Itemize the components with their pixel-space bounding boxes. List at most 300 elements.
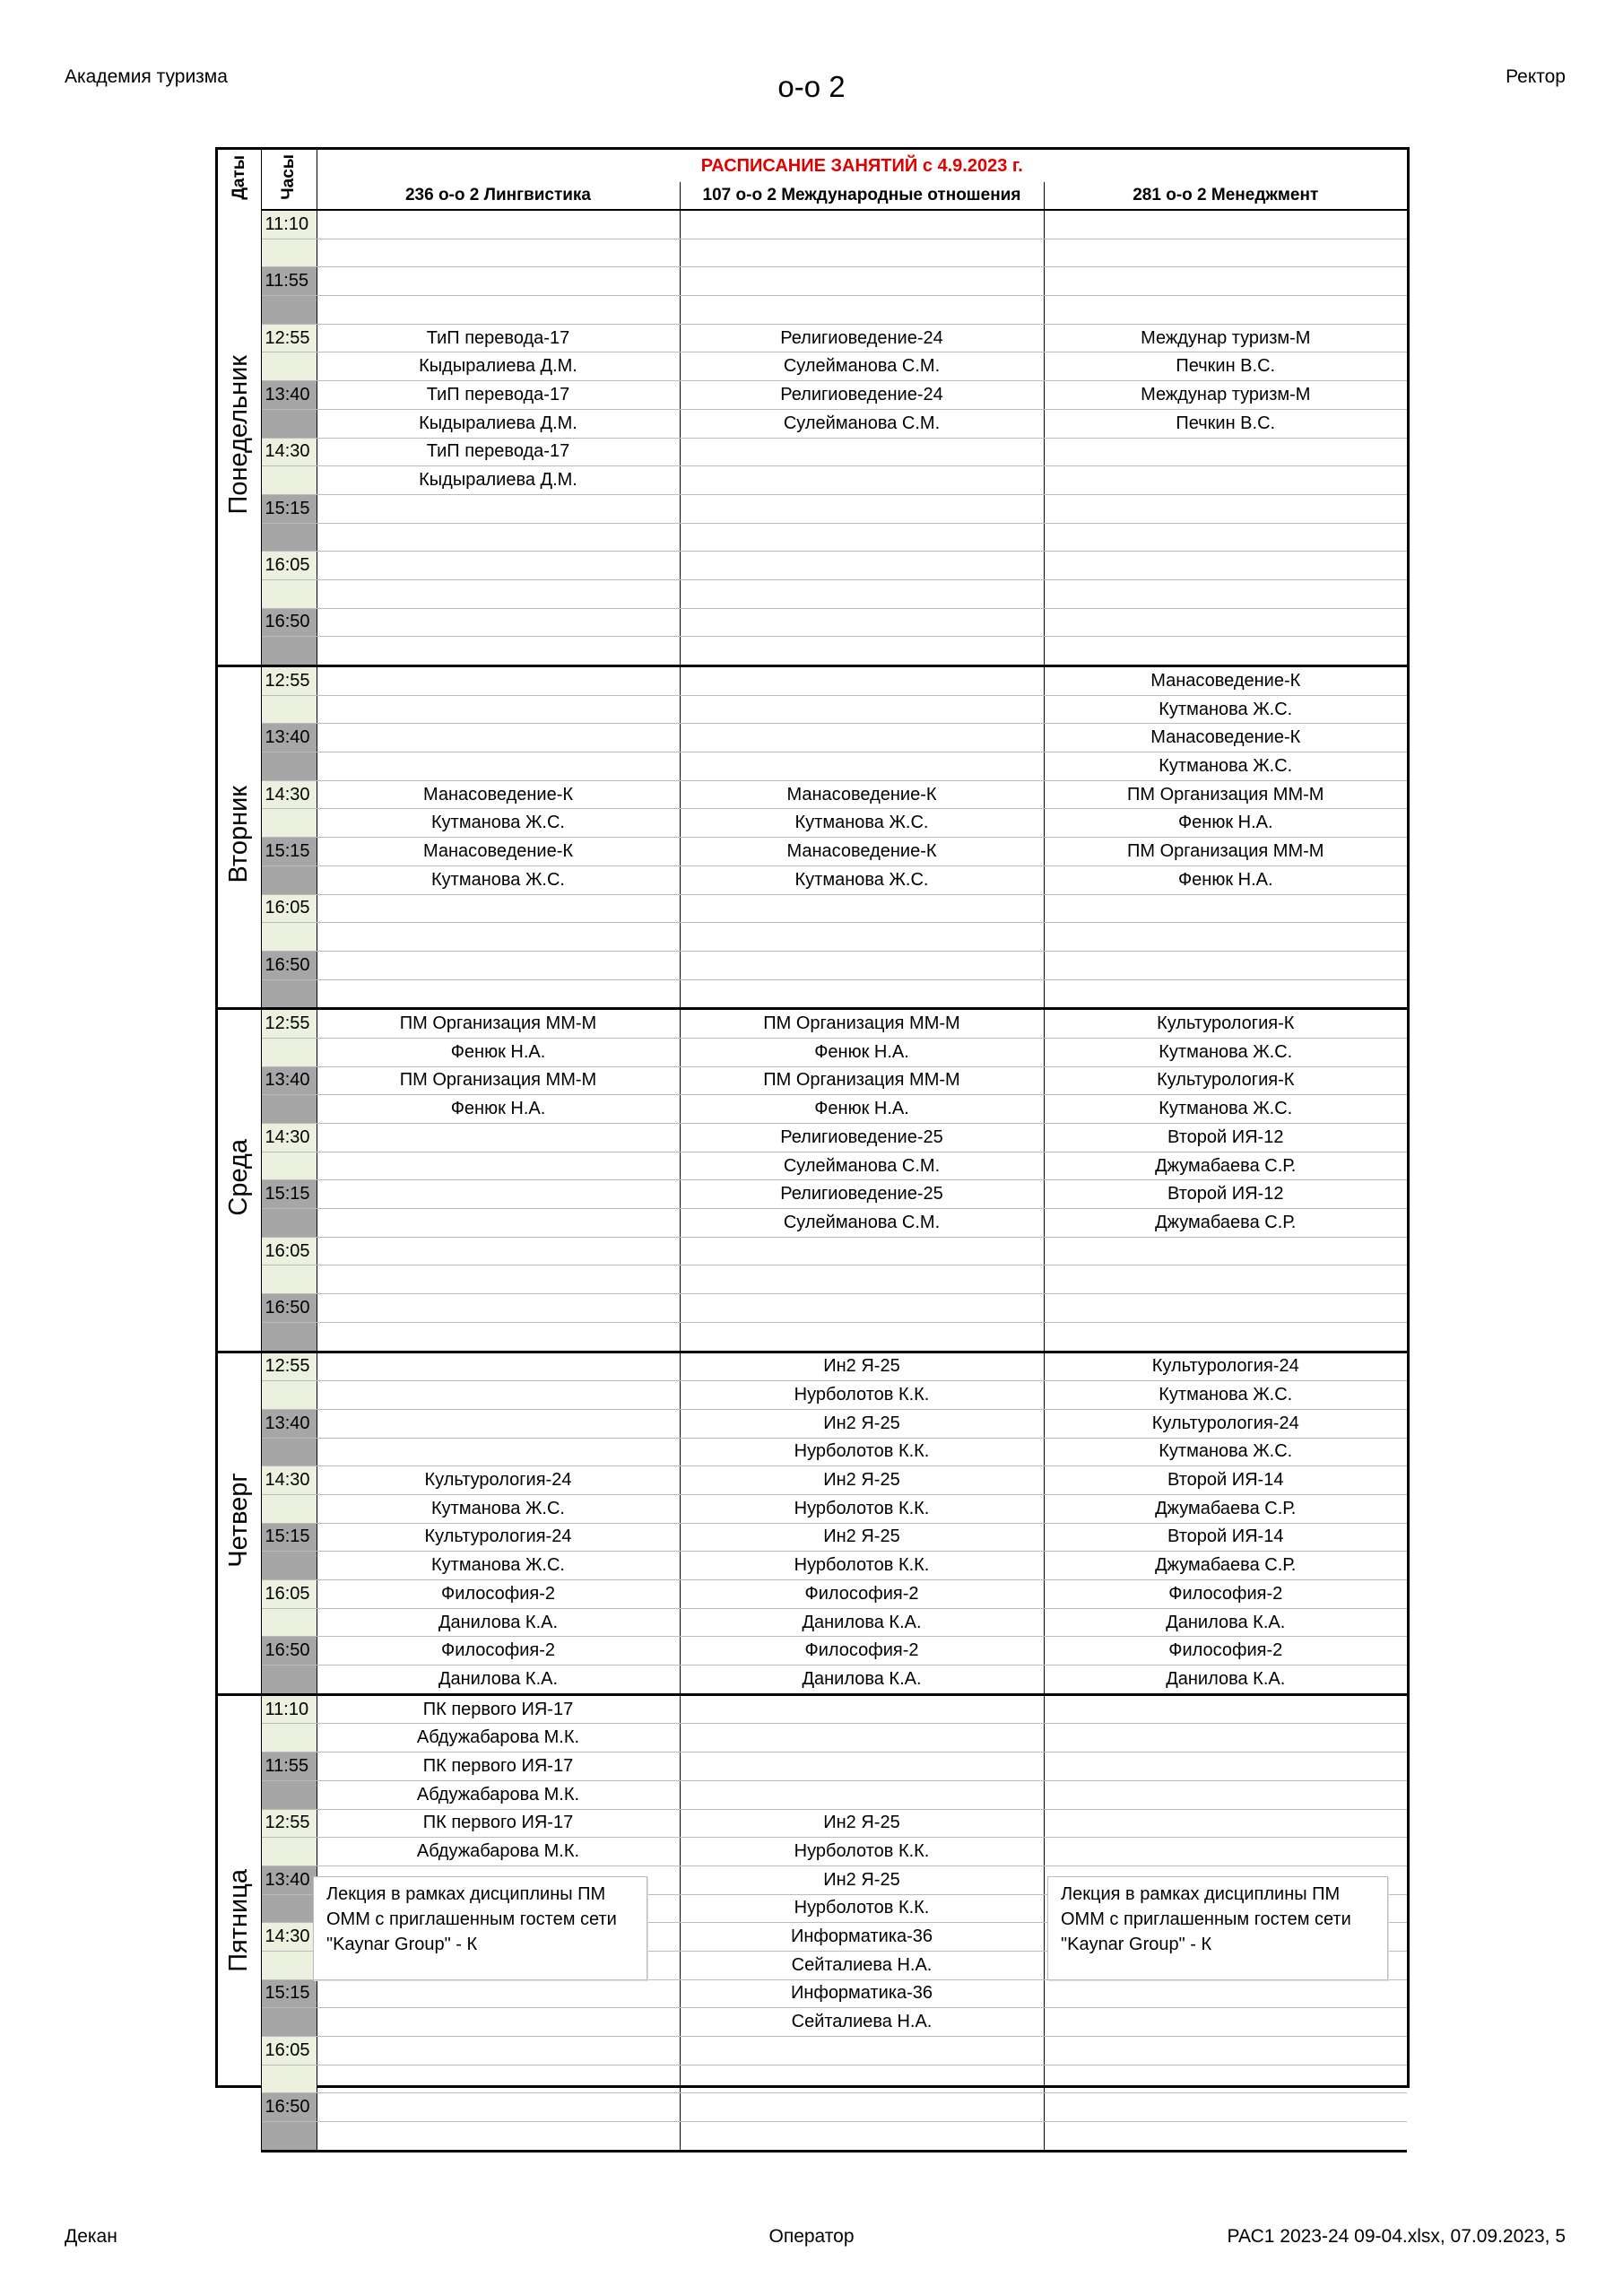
- schedule-row: [218, 1552, 1407, 1580]
- class-cell-intl-relations: ПМ Организация ММ-М: [680, 1066, 1044, 1095]
- schedule-row: [218, 1180, 1407, 1209]
- time-cell: 15:15: [261, 494, 317, 523]
- schedule-row: [218, 1838, 1407, 1866]
- class-cell-intl-relations: Философия-2: [680, 1637, 1044, 1665]
- time-cell: [261, 1095, 317, 1124]
- schedule-row: [218, 838, 1407, 866]
- schedule-row: [218, 1409, 1407, 1438]
- class-cell-intl-relations: Данилова К.А.: [680, 1608, 1044, 1637]
- class-cell-linguistics: Манасоведение-К: [317, 838, 680, 866]
- schedule-row: [218, 809, 1407, 838]
- time-cell: [261, 409, 317, 438]
- class-cell-intl-relations: Информатика-36: [680, 1979, 1044, 2008]
- class-cell-linguistics: Фенюк Н.А.: [317, 1095, 680, 1124]
- class-cell-management: [1044, 466, 1407, 495]
- time-cell: 16:05: [261, 1580, 317, 1609]
- time-cell: [261, 1209, 317, 1238]
- class-cell-intl-relations: Данилова К.А.: [680, 1665, 1044, 1695]
- class-cell-linguistics: [317, 1294, 680, 1323]
- class-cell-intl-relations: [680, 296, 1044, 325]
- time-cell: [261, 1038, 317, 1066]
- schedule-row: [218, 1580, 1407, 1609]
- time-cell: [261, 1552, 317, 1580]
- time-cell: 15:15: [261, 1979, 317, 2008]
- time-cell: 13:40: [261, 1866, 317, 1894]
- class-cell-management: Кутманова Ж.С.: [1044, 1381, 1407, 1410]
- class-cell-linguistics: [317, 210, 680, 239]
- schedule-row: [218, 865, 1407, 894]
- class-cell-management: Кутманова Ж.С.: [1044, 752, 1407, 781]
- time-cell: 16:50: [261, 1294, 317, 1323]
- schedule-row: [218, 552, 1407, 580]
- day-cell: [218, 666, 261, 1009]
- schedule-sheet: [215, 147, 1410, 2118]
- class-cell-management: Второй ИЯ-14: [1044, 1466, 1407, 1495]
- schedule-row: [218, 1637, 1407, 1665]
- class-cell-management: [1044, 894, 1407, 923]
- class-cell-intl-relations: Ин2 Я-25: [680, 1352, 1044, 1381]
- schedule-row: [218, 1494, 1407, 1523]
- class-cell-management: [1044, 1809, 1407, 1838]
- lecture-note-management: Лекция в рамках дисциплины ПМ ОММ с приглашенным гостем сети "Kaynar Group" - К: [1047, 1876, 1388, 1980]
- class-cell-linguistics: [317, 894, 680, 923]
- schedule-row: [218, 752, 1407, 781]
- schedule-row: [218, 1752, 1407, 1781]
- time-cell: 14:30: [261, 1466, 317, 1495]
- schedule-row: [218, 1152, 1407, 1180]
- time-cell: [261, 2008, 317, 2037]
- class-cell-linguistics: [317, 494, 680, 523]
- time-cell: [261, 523, 317, 552]
- class-cell-linguistics: [317, 637, 680, 666]
- class-cell-linguistics: [317, 1124, 680, 1152]
- time-cell: 16:05: [261, 1237, 317, 1265]
- class-cell-management: [1044, 494, 1407, 523]
- class-cell-management: [1044, 2037, 1407, 2066]
- class-cell-linguistics: [317, 579, 680, 608]
- class-cell-linguistics: [317, 267, 680, 296]
- class-cell-linguistics: [317, 752, 680, 781]
- schedule-row: [218, 438, 1407, 466]
- schedule-row: [218, 1294, 1407, 1323]
- class-cell-intl-relations: Религиоведение-25: [680, 1180, 1044, 1209]
- class-cell-intl-relations: Кутманова Ж.С.: [680, 809, 1044, 838]
- class-cell-intl-relations: [680, 724, 1044, 752]
- group-header-row: [218, 182, 1407, 210]
- class-cell-linguistics: [317, 1322, 680, 1352]
- time-cell: [261, 865, 317, 894]
- class-cell-linguistics: ТиП перевода-17: [317, 438, 680, 466]
- class-cell-intl-relations: Информатика-36: [680, 1923, 1044, 1952]
- class-cell-management: [1044, 979, 1407, 1009]
- class-cell-management: Второй ИЯ-12: [1044, 1180, 1407, 1209]
- schedule-title: РАСПИСАНИЕ ЗАНЯТИЙ с 4.9.2023 г.: [317, 150, 1407, 182]
- class-cell-linguistics: [317, 695, 680, 724]
- time-cell: [261, 1780, 317, 1809]
- day-cell: [218, 1694, 261, 2151]
- class-cell-intl-relations: Ин2 Я-25: [680, 1466, 1044, 1495]
- schedule-row: [218, 466, 1407, 495]
- schedule-row: [218, 1124, 1407, 1152]
- group-header-intl-relations: 107 о-о 2 Международные отношения: [680, 182, 1044, 210]
- class-cell-intl-relations: [680, 2093, 1044, 2122]
- class-cell-linguistics: [317, 523, 680, 552]
- lecture-note-linguistics: Лекция в рамках дисциплины ПМ ОММ с приглашенным гостем сети "Kaynar Group" - К: [313, 1876, 647, 1980]
- time-cell: [261, 296, 317, 325]
- schedule-row: [218, 1665, 1407, 1695]
- class-cell-intl-relations: [680, 979, 1044, 1009]
- class-cell-management: Манасоведение-К: [1044, 666, 1407, 696]
- schedule-row: [218, 239, 1407, 267]
- class-cell-intl-relations: [680, 1237, 1044, 1265]
- class-cell-linguistics: [317, 979, 680, 1009]
- class-cell-intl-relations: Сулейманова С.М.: [680, 409, 1044, 438]
- class-cell-management: Печкин В.С.: [1044, 352, 1407, 381]
- class-cell-intl-relations: [680, 695, 1044, 724]
- schedule-row: [218, 1608, 1407, 1637]
- time-cell: [261, 809, 317, 838]
- time-cell: 16:50: [261, 1637, 317, 1665]
- class-cell-management: [1044, 239, 1407, 267]
- time-cell: [261, 695, 317, 724]
- footer-dean: Декан: [65, 2226, 117, 2247]
- class-cell-management: [1044, 2093, 1407, 2122]
- schedule-row: [218, 1381, 1407, 1410]
- time-cell: 13:40: [261, 381, 317, 410]
- schedule-row: [218, 608, 1407, 637]
- schedule-row: [218, 296, 1407, 325]
- schedule-row: [218, 780, 1407, 809]
- class-cell-management: Фенюк Н.А.: [1044, 865, 1407, 894]
- schedule-row: [218, 1095, 1407, 1124]
- schedule-table: [218, 150, 1407, 2152]
- class-cell-management: Фенюк Н.А.: [1044, 809, 1407, 838]
- time-cell: [261, 1265, 317, 1294]
- class-cell-linguistics: [317, 2037, 680, 2066]
- class-cell-linguistics: [317, 608, 680, 637]
- class-cell-linguistics: [317, 552, 680, 580]
- class-cell-intl-relations: Нурболотов К.К.: [680, 1894, 1044, 1923]
- class-cell-management: [1044, 2065, 1407, 2093]
- day-label: Пятница: [224, 1869, 254, 1972]
- schedule-row: [218, 1979, 1407, 2008]
- schedule-row: [218, 579, 1407, 608]
- time-cell: [261, 239, 317, 267]
- class-cell-linguistics: [317, 923, 680, 952]
- class-cell-linguistics: Кутманова Ж.С.: [317, 865, 680, 894]
- class-cell-intl-relations: [680, 1265, 1044, 1294]
- class-cell-linguistics: [317, 1180, 680, 1209]
- schedule-row: [218, 494, 1407, 523]
- class-cell-management: Междунар туризм-М: [1044, 381, 1407, 410]
- schedule-row: [218, 523, 1407, 552]
- class-cell-management: [1044, 1780, 1407, 1809]
- class-cell-linguistics: [317, 2065, 680, 2093]
- time-cell: [261, 1494, 317, 1523]
- header-rector: Ректор: [1506, 66, 1566, 87]
- class-cell-management: [1044, 1838, 1407, 1866]
- class-cell-intl-relations: [680, 579, 1044, 608]
- class-cell-management: ПМ Организация ММ-М: [1044, 838, 1407, 866]
- class-cell-intl-relations: [680, 666, 1044, 696]
- class-cell-intl-relations: [680, 752, 1044, 781]
- time-cell: [261, 2122, 317, 2152]
- day-cell: [218, 210, 261, 666]
- class-cell-linguistics: [317, 666, 680, 696]
- class-cell-management: [1044, 1322, 1407, 1352]
- class-cell-intl-relations: [680, 523, 1044, 552]
- class-cell-linguistics: Кутманова Ж.С.: [317, 1494, 680, 1523]
- class-cell-management: [1044, 1724, 1407, 1752]
- header-row: [218, 150, 1407, 182]
- class-cell-linguistics: Культурология-24: [317, 1466, 680, 1495]
- class-cell-linguistics: Манасоведение-К: [317, 780, 680, 809]
- class-cell-management: [1044, 438, 1407, 466]
- class-cell-management: Культурология-24: [1044, 1352, 1407, 1381]
- class-cell-management: [1044, 1979, 1407, 2008]
- class-cell-management: Философия-2: [1044, 1580, 1407, 1609]
- time-cell: [261, 466, 317, 495]
- class-cell-intl-relations: Сейталиева Н.А.: [680, 2008, 1044, 2037]
- header-group-code: о-о 2: [777, 70, 846, 103]
- time-cell: 16:05: [261, 2037, 317, 2066]
- class-cell-management: [1044, 1237, 1407, 1265]
- class-cell-linguistics: ПК первого ИЯ-17: [317, 1809, 680, 1838]
- footer-operator: Оператор: [768, 2226, 855, 2247]
- time-cell: 12:55: [261, 1809, 317, 1838]
- class-cell-intl-relations: [680, 210, 1044, 239]
- class-cell-management: Второй ИЯ-12: [1044, 1124, 1407, 1152]
- time-cell: 13:40: [261, 1066, 317, 1095]
- time-cell: 11:55: [261, 267, 317, 296]
- class-cell-intl-relations: [680, 608, 1044, 637]
- day-label: Четверг: [224, 1473, 254, 1568]
- class-cell-intl-relations: ПМ Организация ММ-М: [680, 1009, 1044, 1039]
- footer-file-info: РАС1 2023-24 09-04.xlsx, 07.09.2023, 5: [1227, 2226, 1566, 2247]
- class-cell-management: [1044, 637, 1407, 666]
- time-cell: 16:05: [261, 552, 317, 580]
- class-cell-management: [1044, 1265, 1407, 1294]
- class-cell-linguistics: Кыдыралиева Д.М.: [317, 409, 680, 438]
- class-cell-intl-relations: [680, 1724, 1044, 1752]
- schedule-row: [218, 1009, 1407, 1039]
- class-cell-intl-relations: [680, 1752, 1044, 1781]
- class-cell-management: [1044, 1294, 1407, 1323]
- day-cell: [218, 1009, 261, 1352]
- class-cell-intl-relations: Ин2 Я-25: [680, 1523, 1044, 1552]
- time-cell: 13:40: [261, 1409, 317, 1438]
- class-cell-intl-relations: Манасоведение-К: [680, 838, 1044, 866]
- class-cell-intl-relations: [680, 2065, 1044, 2093]
- class-cell-linguistics: [317, 1209, 680, 1238]
- time-cell: 11:10: [261, 1694, 317, 1724]
- schedule-row: [218, 1322, 1407, 1352]
- class-cell-management: [1044, 2122, 1407, 2152]
- class-cell-linguistics: [317, 1381, 680, 1410]
- schedule-row: [218, 267, 1407, 296]
- class-cell-management: Данилова К.А.: [1044, 1665, 1407, 1695]
- class-cell-linguistics: Абдужабарова М.К.: [317, 1780, 680, 1809]
- class-cell-linguistics: [317, 2122, 680, 2152]
- schedule-row: [218, 1265, 1407, 1294]
- class-cell-intl-relations: Нурболотов К.К.: [680, 1552, 1044, 1580]
- class-cell-intl-relations: [680, 494, 1044, 523]
- schedule-row: [218, 324, 1407, 352]
- class-cell-intl-relations: [680, 552, 1044, 580]
- class-cell-management: Печкин В.С.: [1044, 409, 1407, 438]
- class-cell-management: [1044, 267, 1407, 296]
- time-cell: [261, 923, 317, 952]
- schedule-row: [218, 381, 1407, 410]
- class-cell-linguistics: [317, 2093, 680, 2122]
- class-cell-intl-relations: Нурболотов К.К.: [680, 1494, 1044, 1523]
- class-cell-management: [1044, 1694, 1407, 1724]
- schedule-row: [218, 352, 1407, 381]
- class-cell-management: [1044, 1752, 1407, 1781]
- schedule-row: [218, 666, 1407, 696]
- time-cell: [261, 1608, 317, 1637]
- class-cell-intl-relations: [680, 2037, 1044, 2066]
- class-cell-intl-relations: Ин2 Я-25: [680, 1409, 1044, 1438]
- class-cell-linguistics: Абдужабарова М.К.: [317, 1838, 680, 1866]
- class-cell-intl-relations: Ин2 Я-25: [680, 1866, 1044, 1894]
- time-cell: 12:55: [261, 324, 317, 352]
- class-cell-linguistics: ПК первого ИЯ-17: [317, 1694, 680, 1724]
- time-cell: 13:40: [261, 724, 317, 752]
- schedule-row: [218, 979, 1407, 1009]
- day-label: Понедельник: [224, 354, 254, 515]
- class-cell-linguistics: [317, 1237, 680, 1265]
- schedule-row: [218, 1523, 1407, 1552]
- schedule-row: [218, 637, 1407, 666]
- schedule-row: [218, 2037, 1407, 2066]
- hours-header-cell: [261, 150, 317, 210]
- dates-header: Даты: [229, 154, 248, 200]
- class-cell-management: Данилова К.А.: [1044, 1608, 1407, 1637]
- class-cell-management: [1044, 951, 1407, 979]
- time-cell: 14:30: [261, 1124, 317, 1152]
- day-label: Среда: [224, 1139, 254, 1216]
- schedule-row: [218, 210, 1407, 239]
- class-cell-linguistics: ПМ Организация ММ-М: [317, 1066, 680, 1095]
- class-cell-linguistics: ПК первого ИЯ-17: [317, 1752, 680, 1781]
- class-cell-intl-relations: Кутманова Ж.С.: [680, 865, 1044, 894]
- class-cell-intl-relations: Нурболотов К.К.: [680, 1438, 1044, 1466]
- class-cell-linguistics: Абдужабарова М.К.: [317, 1724, 680, 1752]
- dates-header-cell: [218, 150, 261, 210]
- time-cell: 14:30: [261, 438, 317, 466]
- class-cell-management: Культурология-К: [1044, 1009, 1407, 1039]
- time-cell: 11:55: [261, 1752, 317, 1781]
- time-cell: 16:50: [261, 951, 317, 979]
- schedule-row: [218, 1809, 1407, 1838]
- class-cell-linguistics: [317, 951, 680, 979]
- schedule-row: [218, 1352, 1407, 1381]
- class-cell-management: [1044, 608, 1407, 637]
- class-cell-intl-relations: [680, 2122, 1044, 2152]
- class-cell-management: [1044, 923, 1407, 952]
- class-cell-intl-relations: [680, 1322, 1044, 1352]
- group-header-management: 281 о-о 2 Менеджмент: [1044, 182, 1407, 210]
- class-cell-linguistics: [317, 2008, 680, 2037]
- class-cell-intl-relations: [680, 1780, 1044, 1809]
- schedule-row: [218, 1694, 1407, 1724]
- class-cell-management: [1044, 523, 1407, 552]
- class-cell-management: ПМ Организация ММ-М: [1044, 780, 1407, 809]
- class-cell-linguistics: [317, 1152, 680, 1180]
- class-cell-linguistics: Кыдыралиева Д.М.: [317, 466, 680, 495]
- time-cell: [261, 1381, 317, 1410]
- class-cell-linguistics: Данилова К.А.: [317, 1608, 680, 1637]
- class-cell-management: Культурология-К: [1044, 1066, 1407, 1095]
- class-cell-intl-relations: Фенюк Н.А.: [680, 1038, 1044, 1066]
- schedule-row: [218, 894, 1407, 923]
- time-cell: 16:05: [261, 894, 317, 923]
- class-cell-linguistics: [317, 1352, 680, 1381]
- schedule-row: [218, 724, 1407, 752]
- schedule-row: [218, 923, 1407, 952]
- class-cell-intl-relations: Религиоведение-24: [680, 324, 1044, 352]
- schedule-row: [218, 2008, 1407, 2037]
- time-cell: 15:15: [261, 1523, 317, 1552]
- class-cell-management: Манасоведение-К: [1044, 724, 1407, 752]
- time-cell: [261, 2065, 317, 2093]
- class-cell-management: Второй ИЯ-14: [1044, 1523, 1407, 1552]
- class-cell-management: Кутманова Ж.С.: [1044, 695, 1407, 724]
- class-cell-linguistics: [317, 724, 680, 752]
- header-institution: Академия туризма: [65, 66, 228, 87]
- schedule-row: [218, 951, 1407, 979]
- time-cell: 11:10: [261, 210, 317, 239]
- hours-header: Часы: [279, 153, 298, 200]
- class-cell-management: Джумабаева С.Р.: [1044, 1152, 1407, 1180]
- schedule-row: [218, 1038, 1407, 1066]
- class-cell-intl-relations: [680, 239, 1044, 267]
- schedule-row: [218, 1466, 1407, 1495]
- time-cell: [261, 1838, 317, 1866]
- class-cell-intl-relations: Нурболотов К.К.: [680, 1381, 1044, 1410]
- schedule-row: [218, 1438, 1407, 1466]
- time-cell: [261, 1894, 317, 1923]
- class-cell-linguistics: Кутманова Ж.С.: [317, 1552, 680, 1580]
- time-cell: [261, 1152, 317, 1180]
- time-cell: [261, 979, 317, 1009]
- class-cell-management: Джумабаева С.Р.: [1044, 1494, 1407, 1523]
- class-cell-intl-relations: Сулейманова С.М.: [680, 352, 1044, 381]
- class-cell-management: [1044, 2008, 1407, 2037]
- class-cell-management: [1044, 552, 1407, 580]
- class-cell-linguistics: Кыдыралиева Д.М.: [317, 352, 680, 381]
- class-cell-management: [1044, 296, 1407, 325]
- schedule-row: [218, 2065, 1407, 2093]
- class-cell-intl-relations: [680, 438, 1044, 466]
- time-cell: 12:55: [261, 1352, 317, 1381]
- class-cell-intl-relations: Сейталиева Н.А.: [680, 1951, 1044, 1979]
- class-cell-intl-relations: Сулейманова С.М.: [680, 1152, 1044, 1180]
- class-cell-management: [1044, 579, 1407, 608]
- time-cell: [261, 1665, 317, 1695]
- class-cell-intl-relations: Религиоведение-24: [680, 381, 1044, 410]
- class-cell-linguistics: Культурология-24: [317, 1523, 680, 1552]
- time-cell: 14:30: [261, 1923, 317, 1952]
- class-cell-intl-relations: [680, 466, 1044, 495]
- time-cell: [261, 752, 317, 781]
- time-cell: 12:55: [261, 1009, 317, 1039]
- group-header-linguistics: 236 о-о 2 Лингвистика: [317, 182, 680, 210]
- class-cell-intl-relations: [680, 637, 1044, 666]
- time-cell: [261, 637, 317, 666]
- schedule-row: [218, 1209, 1407, 1238]
